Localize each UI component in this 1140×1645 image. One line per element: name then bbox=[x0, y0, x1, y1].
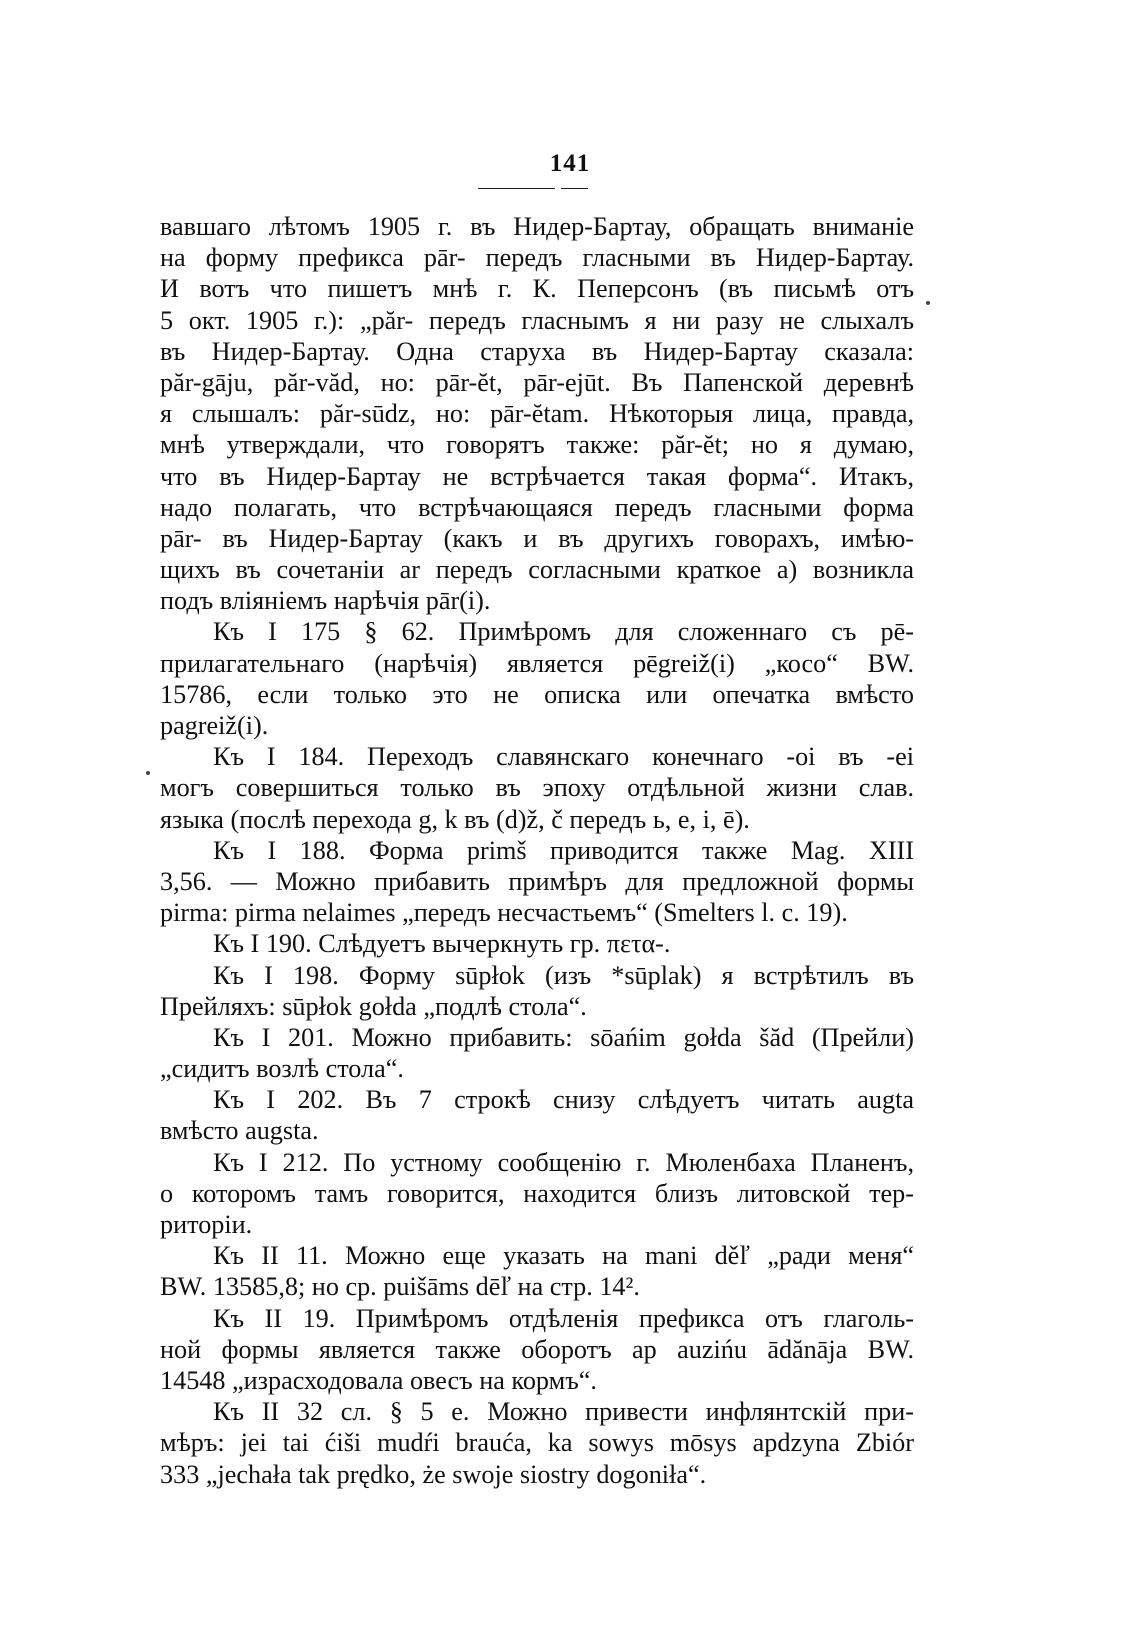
margin-speck bbox=[146, 771, 150, 775]
body-text bbox=[160, 211, 914, 1490]
text-line: въ Нидер-Бартау. Одна старуха въ Нидер-Бартау сказала: bbox=[160, 336, 914, 366]
text-line: Къ I 184. Переходъ славянскаго конечнаго -oi въ -ei bbox=[213, 742, 914, 772]
text-line: подъ вліяніемъ нарѣчія pār(i). bbox=[160, 586, 491, 616]
text-line: 3,56. — Можно прибавить примѣръ для предложной формы bbox=[160, 866, 914, 896]
text-line: pagreiž(i). bbox=[160, 711, 269, 740]
text-line: на форму префикса pār- передъ гласными въ Нидер-Бартау. bbox=[160, 243, 914, 273]
margin-speck bbox=[926, 301, 930, 305]
text-line: păr-gāju, păr-văd, но: pār-ĕt, pār-ejūt. Въ Папенской деревнѣ bbox=[160, 367, 914, 397]
text-line: Прейляхъ: sūpłok gołda „подлѣ стола“. bbox=[160, 991, 587, 1021]
text-line: ной формы является также оборотъ ap auzińu ādănāja BW. bbox=[160, 1334, 914, 1364]
text-line: 15786, если только это не описка или опечатка вмѣсто bbox=[160, 679, 914, 709]
text-line: Къ I 212. По устному сообщенію г. Мюленбаха Планенъ, bbox=[213, 1147, 914, 1177]
page-number: 141 bbox=[549, 150, 591, 177]
text-line: И вотъ что пишетъ мнѣ г. К. Пеперсонъ (въ письмѣ отъ bbox=[160, 274, 914, 304]
text-line: Къ I 175 § 62. Примѣромъ для сложеннаго съ pē- bbox=[213, 617, 914, 647]
text-line: мѣръ: jei tai ćiši mudŕi brauća, ka sowys mōsys apdzyna Zbiór bbox=[160, 1428, 914, 1458]
text-line: прилагательнаго (нарѣчія) является pēgreiž(i) „косо“ BW. bbox=[160, 648, 914, 678]
text-line: pirma: pirma nelaimes „передъ несчастьемъ“ (Smelters l. c. 19). bbox=[160, 898, 848, 928]
text-line: надо полагать, что встрѣчающаяся передъ гласными форма bbox=[160, 492, 914, 522]
text-line: Къ I 201. Можно прибавить: sōańim gołda šăd (Прейли) bbox=[213, 1022, 914, 1052]
text-line: Къ I 202. Въ 7 строкѣ снизу слѣдуетъ читать augta bbox=[213, 1085, 914, 1115]
text-line: языка (послѣ перехода g, k въ (d)ž, č передъ ь, e, i, ē). bbox=[160, 804, 750, 834]
header-rule-gap bbox=[555, 185, 561, 191]
text-line: 5 окт. 1905 г.): „păr- передъ гласнымъ я ни разу не слыхалъ bbox=[160, 305, 914, 335]
text-line: могъ совершиться только въ эпоху отдѣльной жизни слав. bbox=[160, 773, 914, 803]
text-line: Къ I 190. Слѣдуетъ вычеркнуть гр. πετα-. bbox=[213, 929, 671, 959]
text-line: мнѣ утверждали, что говорятъ также: păr-ĕt; но я думаю, bbox=[160, 430, 914, 460]
text-line: Къ II 19. Примѣромъ отдѣленія префикса отъ глаголь- bbox=[213, 1303, 914, 1333]
text-line: вмѣсто augsta. bbox=[160, 1116, 319, 1146]
text-line: что въ Нидер-Бартау не встрѣчается такая форма“. Итакъ, bbox=[160, 461, 914, 491]
text-line: BW. 13585,8; но ср. puišāms dēľ на стр. 14². bbox=[160, 1272, 640, 1302]
text-line: Къ II 32 сл. § 5 e. Можно привести инфлянтскій при- bbox=[213, 1397, 914, 1427]
text-line: pār- въ Нидер-Бартау (какъ и въ другихъ говорахъ, имѣю- bbox=[160, 523, 914, 553]
text-line: вавшаго лѣтомъ 1905 г. въ Нидер-Бартау, обращать вниманіе bbox=[160, 212, 914, 241]
text-line: я слышалъ: păr-sūdz, но: pār-ĕtam. Нѣкоторыя лица, правда, bbox=[160, 399, 914, 429]
text-line: 333 „jechała tak prędko, że swoje siostry dogoniła“. bbox=[160, 1459, 707, 1489]
text-line: Къ II 11. Можно еще указать на mani děľ „ради меня“ bbox=[213, 1241, 914, 1271]
text-line: щихъ въ сочетаніи ar передъ согласными краткое a) возникла bbox=[160, 555, 914, 585]
text-line: риторіи. bbox=[160, 1210, 253, 1239]
header-rule bbox=[478, 188, 588, 189]
text-line: о которомъ тамъ говорится, находится близъ литовской тер- bbox=[160, 1178, 914, 1208]
text-line: „сидитъ возлѣ стола“. bbox=[160, 1054, 404, 1084]
text-line: Къ I 198. Форму sūpłok (изъ *sūplak) я встрѣтилъ въ bbox=[213, 960, 914, 990]
text-line: 14548 „израсходовала овесъ на кормъ“. bbox=[160, 1365, 597, 1395]
text-line: Къ I 188. Форма primš приводится также Mag. XIII bbox=[213, 835, 914, 865]
